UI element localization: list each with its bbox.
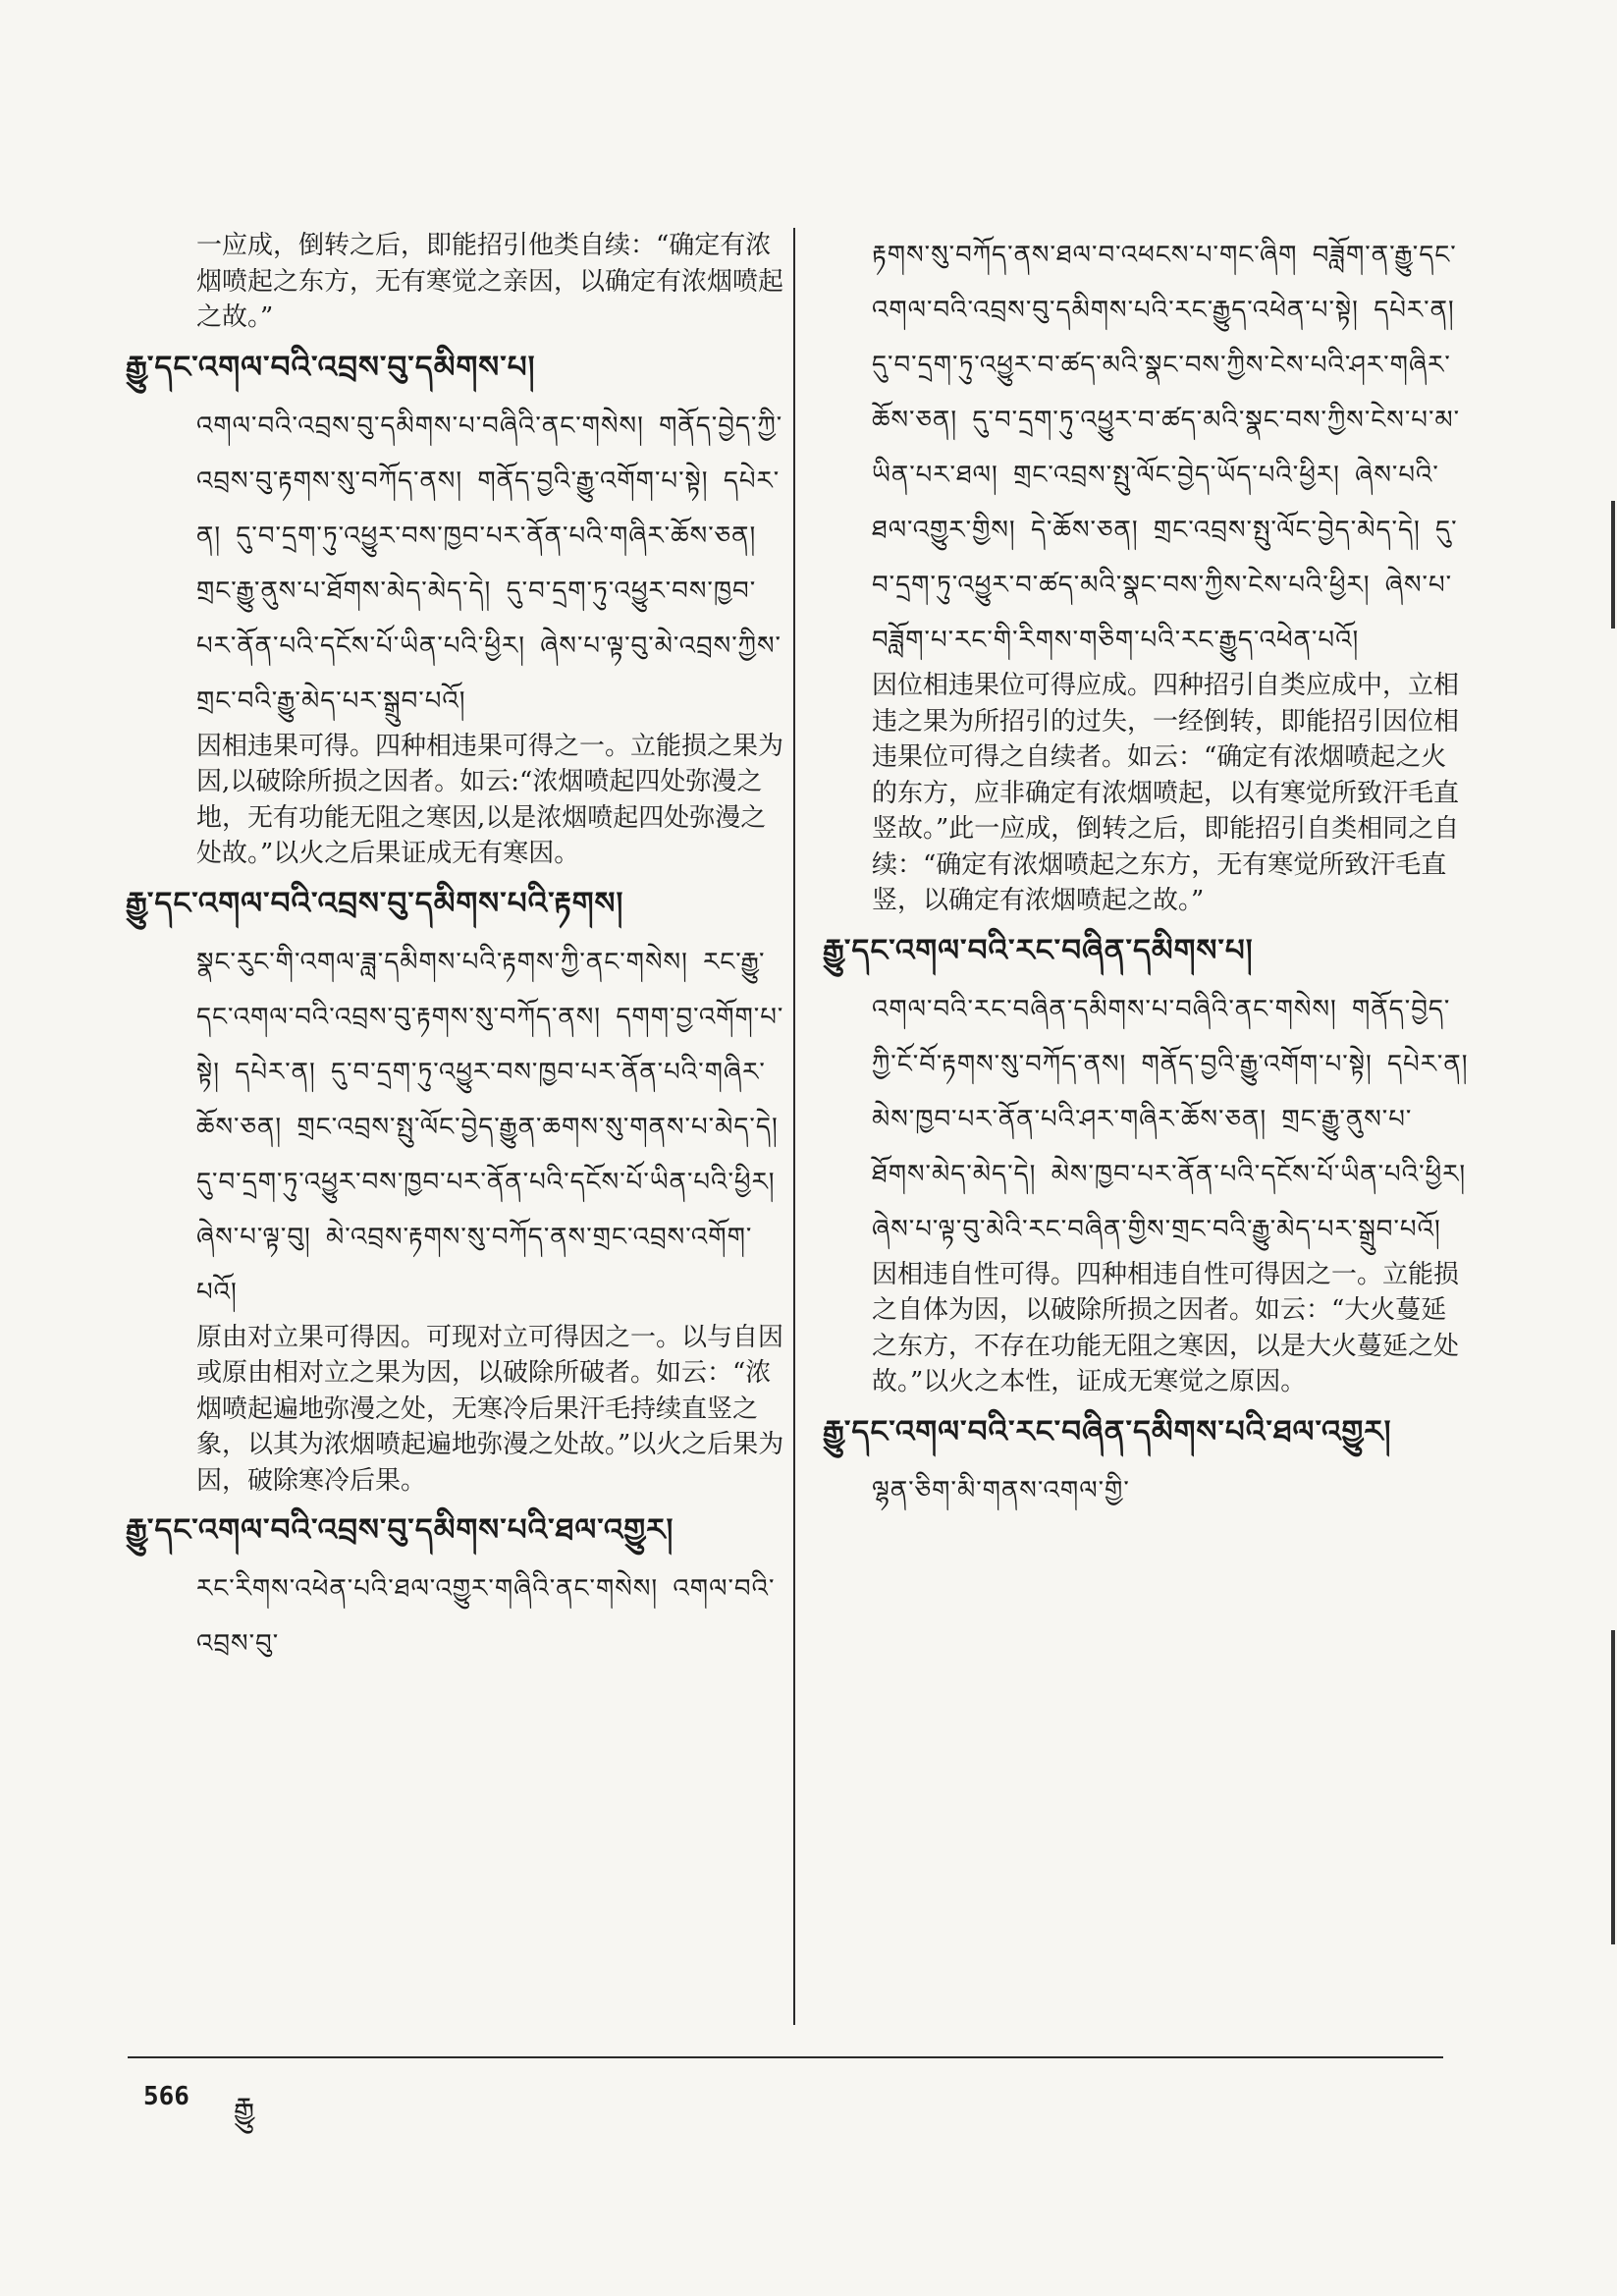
entry-heading-4: རྒྱུ་དང་འགལ་བའི་རང་བཞིན་དམིགས་པ། xyxy=(823,932,1254,968)
entry-heading-1: རྒྱུ་དང་འགལ་བའི་འབྲས་བུ་དམིགས་པ། xyxy=(126,349,536,385)
entry-heading-5: རྒྱུ་དང་འགལ་བའི་རང་བཞིན་དམིགས་པའི་ཐལ་འགྱུར། xyxy=(823,1413,1392,1449)
entry-heading-2: རྒྱུ་དང་འགལ་བའི་འབྲས་བུ་དམིགས་པའི་རྟགས། xyxy=(126,885,624,921)
entry-1-tibetan-body: འགལ་བའི་འབྲས་བུ་དམིགས་པ་བཞིའི་ནང་གསེས། གནོད་བྱེད་ཀྱི་འབྲས་བུ་རྟགས་སུ་བཀོད་ནས། གནོད་བྱའི་རྒྱུ་འགོག་པ་སྟེ། དཔེར་ན། དུ་བ་དྲག་ཏུ་འཕྱུར་བས་ཁྱབ་པར་ནོན་པའི་གཞིར་ཆོས་ཅན། གྲང་རྒྱུ་ནུས་པ་ཐོགས་མེད་མེད་དེ། དུ་བ་དྲག་ཏུ་འཕྱུར་བས་ཁྱབ་པར་ནོན་པའི་དངོས་པོ་ཡིན་པའི་ཕྱིར། ཞེས་པ་ལྟ་བུ་མེ་འབྲས་ཀྱིས་གྲང་བའི་རྒྱུ་མེད་པར་སྒྲུབ་པའོ། xyxy=(196,410,783,716)
entry-4-chinese-gloss: 因相违自性可得。四种相违自性可得因之一。立能损之自体为因，以破除所损之因者。如云：“大火蔓延之东方，不存在功能无阻之寒因，以是大火蔓延之处故。”以火之本性，证成无寒觉之原因。 xyxy=(872,1259,1460,1396)
scan-margin-marks xyxy=(1605,393,1617,2259)
continued-chinese-gloss: 因位相违果位可得应成。四种招引自类应成中，立相违之果为所招引的过失，一经倒转，即能招引因位相违果位可得之自续者。如云：“确定有浓烟喷起之火的东方，应非确定有浓烟喷起，以有寒觉所致汗毛直竖故。”此一应成，倒转之后，即能招引自类相同之自续：“确定有浓烟喷起之东方，无有寒觉所致汗毛直竖，以确定有浓烟喷起之故。” xyxy=(872,671,1460,915)
running-head: རྒྱུ xyxy=(234,2092,255,2126)
entry-2-tibetan-body: སྣང་རུང་གི་འགལ་ཟླ་དམིགས་པའི་རྟགས་ཀྱི་ནང་གསེས། རང་རྒྱུ་དང་འགལ་བའི་འབྲས་བུ་རྟགས་སུ་བཀོད་ནས། དགག་བྱ་འགོག་པ་སྟེ། དཔེར་ན། དུ་བ་དྲག་ཏུ་འཕྱུར་བས་ཁྱབ་པར་ནོན་པའི་གཞིར་ཆོས་ཅན། གྲང་འབྲས་སྤུ་ལོང་བྱེད་རྒྱུན་ཆགས་སུ་གནས་པ་མེད་དེ། དུ་བ་དྲག་ཏུ་འཕྱུར་བས་ཁྱབ་པར་ནོན་པའི་དངོས་པོ་ཡིན་པའི་ཕྱིར། ཞེས་པ་ལྟ་བུ། མེ་འབྲས་རྟགས་སུ་བཀོད་ནས་གྲང་འབྲས་འགོག་པའོ། xyxy=(196,947,784,1307)
column-divider xyxy=(793,228,795,2025)
right-column xyxy=(823,228,1471,1518)
footer-rule xyxy=(128,2056,1443,2058)
continued-tibetan-body: རྟགས་སུ་བཀོད་ནས་ཐལ་བ་འཕངས་པ་གང་ཞིག བཟློག་ན་རྒྱུ་དང་འགལ་བའི་འབྲས་བུ་དམིགས་པའི་རང་རྒྱུད་འཕེན་པ་སྟེ། དཔེར་ན། དུ་བ་དྲག་ཏུ་འཕྱུར་བ་ཚད་མའི་སྣང་བས་ཀྱིས་ངེས་པའི་ཤར་གཞིར་ཆོས་ཅན། དུ་བ་དྲག་ཏུ་འཕྱུར་བ་ཚད་མའི་སྣང་བས་ཀྱིས་ངེས་པ་མ་ཡིན་པར་ཐལ། གྲང་འབྲས་སྤུ་ལོང་བྱེད་ཡོད་པའི་ཕྱིར། ཞེས་པའི་ཐལ་འགྱུར་གྱིས། དེ་ཆོས་ཅན། གྲང་འབྲས་སྤུ་ལོང་བྱེད་མེད་དེ། དུ་བ་དྲག་ཏུ་འཕྱུར་བ་ཚད་མའི་སྣང་བས་ཀྱིས་ངེས་པའི་ཕྱིར། ཞེས་པ་བཟློག་པ་རང་གི་རིགས་གཅིག་པའི་རང་རྒྱུད་འཕེན་པའོ། xyxy=(872,241,1461,655)
entry-3-tibetan-body: རང་རིགས་འཕེན་པའི་ཐལ་འགྱུར་གཞིའི་ནང་གསེས། འགལ་བའི་འབྲས་བུ་ xyxy=(196,1574,776,1659)
intro-paragraph: 一应成，倒转之后，即能招引他类自续：“确定有浓烟喷起之东方，无有寒觉之亲因，以确定有浓烟喷起之故。” xyxy=(196,231,784,332)
entry-4-tibetan-body: འགལ་བའི་རང་བཞིན་དམིགས་པ་བཞིའི་ནང་གསེས། གནོད་བྱེད་ཀྱི་ངོ་བོ་རྟགས་སུ་བཀོད་ནས། གནོད་བྱའི་རྒྱུ་འགོག་པ་སྟེ། དཔེར་ན། མེས་ཁྱབ་པར་ནོན་པའི་ཤར་གཞིར་ཆོས་ཅན། གྲང་རྒྱུ་ནུས་པ་ཐོགས་མེད་མེད་དེ། མེས་ཁྱབ་པར་ནོན་པའི་དངོས་པོ་ཡིན་པའི་ཕྱིར། ཞེས་པ་ལྟ་བུ་མེའི་རང་བཞིན་གྱིས་གྲང་བའི་རྒྱུ་མེད་པར་སྒྲུབ་པའོ། xyxy=(872,994,1469,1244)
entry-heading-3: རྒྱུ་དང་འགལ་བའི་འབྲས་བུ་དམིགས་པའི་ཐལ་འགྱུར། xyxy=(126,1512,674,1548)
entry-5-tibetan-body: ལྷན་ཅིག་མི་གནས་འགལ་གྱི་ xyxy=(872,1475,1130,1505)
entry-1-chinese-gloss: 因相违果可得。四种相违果可得之一。立能损之果为因,以破除所损之因者。如云:“浓烟喷起四处弥漫之地，无有功能无阻之寒因,以是浓烟喷起四处弥漫之处故。”以火之后果证成无有寒因。 xyxy=(196,731,784,868)
left-column xyxy=(126,228,785,1671)
entry-2-chinese-gloss: 原由对立果可得因。可现对立可得因之一。以与自因或原由相对立之果为因，以破除所破者。如云：“浓烟喷起遍地弥漫之处，无寒冷后果汗毛持续直竖之象，以其为浓烟喷起遍地弥漫之处故。”以火之后果为因，破除寒冷后果。 xyxy=(196,1322,784,1496)
page-number: 566 xyxy=(143,2082,189,2111)
